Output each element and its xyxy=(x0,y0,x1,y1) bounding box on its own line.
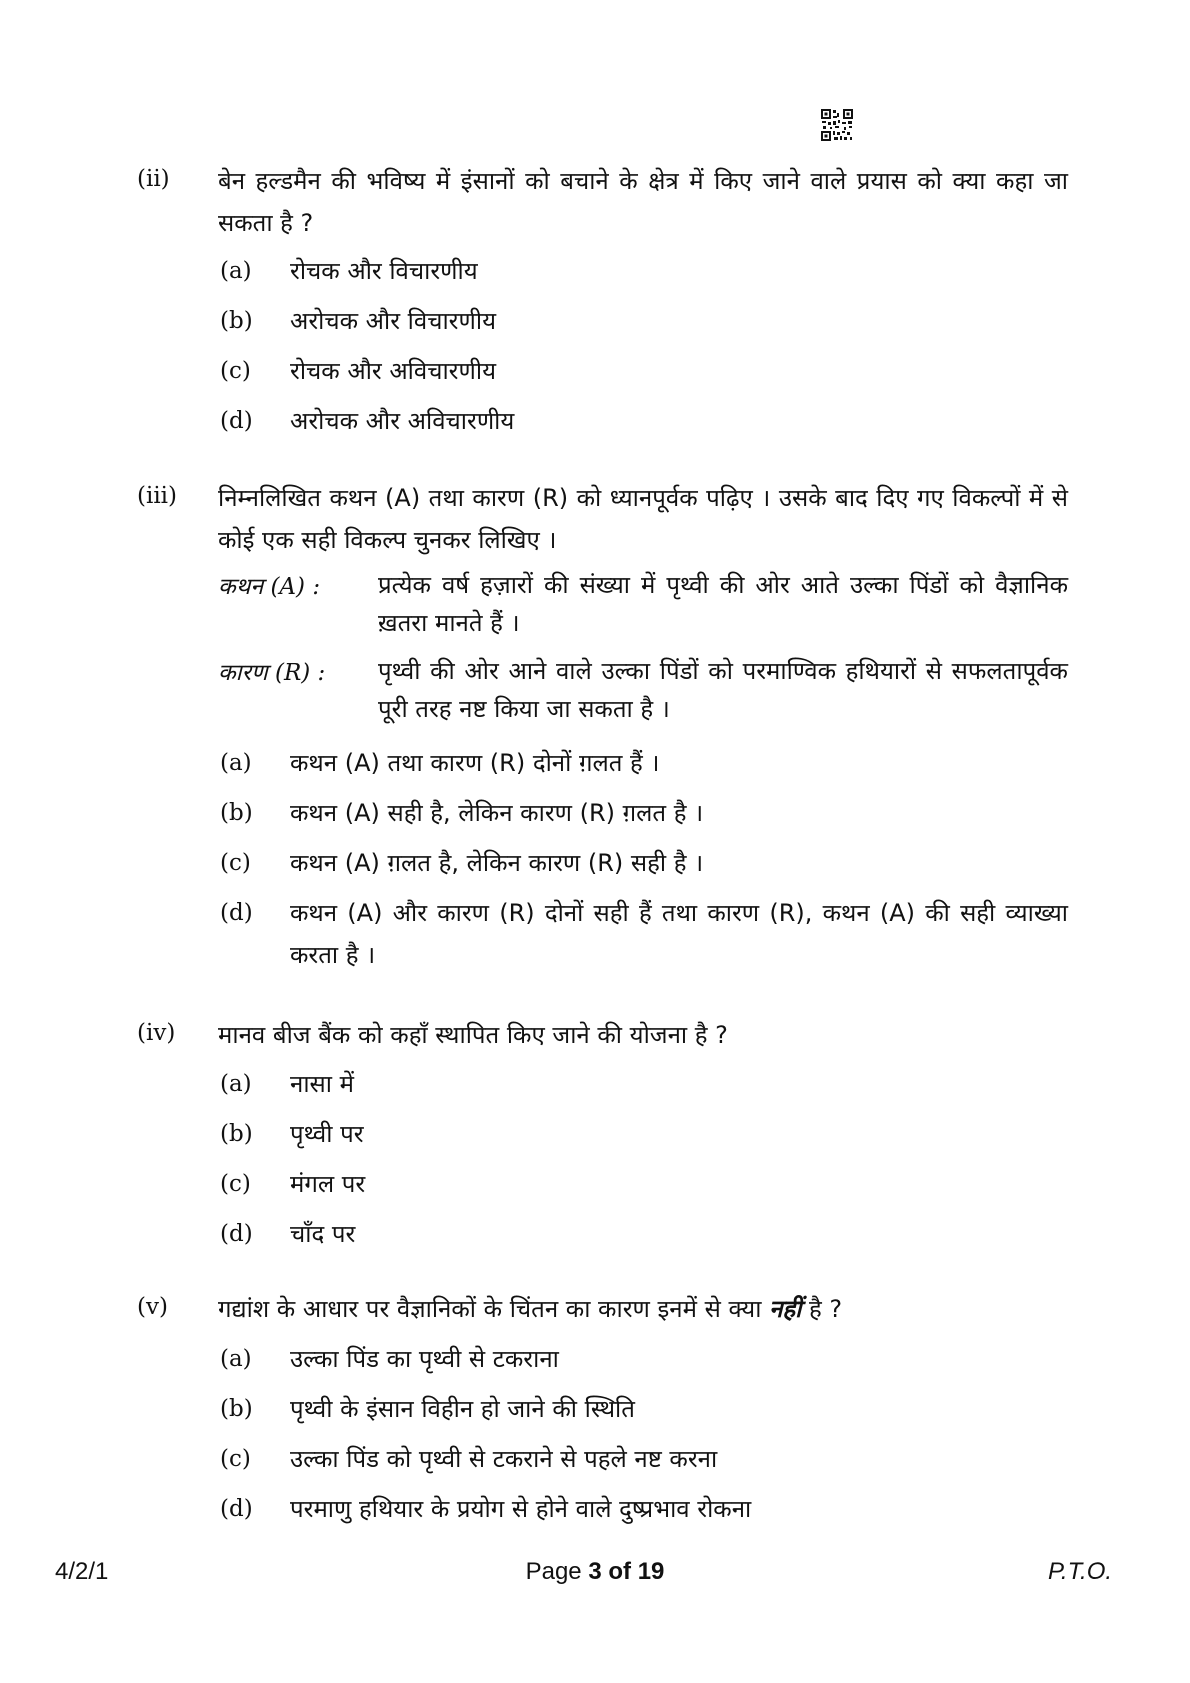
option-label: (a) xyxy=(220,1346,252,1372)
option-label: (b) xyxy=(220,800,253,826)
options-iii xyxy=(220,742,1070,984)
option-c[interactable] xyxy=(220,350,1070,400)
option-b[interactable] xyxy=(220,300,1070,350)
option-label: (a) xyxy=(220,1071,252,1097)
option-label: (c) xyxy=(220,358,251,384)
option-a[interactable] xyxy=(220,250,1070,300)
option-text: रोचक और अविचारणीय xyxy=(290,357,496,385)
option-text: कथन (A) तथा कारण (R) दोनों ग़लत हैं । xyxy=(290,749,660,777)
option-d[interactable] xyxy=(220,1213,1070,1263)
question-text: निम्नलिखित कथन (A) तथा कारण (R) को ध्यानपूर्वक पढ़िए । उसके बाद दिए गए विकल्पों में से कोई एक सही विकल्प चुनकर लिखिए । xyxy=(218,484,1068,554)
option-label: (c) xyxy=(220,850,251,876)
paper-code: 4/2/1 xyxy=(55,1558,109,1585)
option-label: (a) xyxy=(220,750,252,776)
options-iv xyxy=(220,1063,1070,1263)
question-number: (ii) xyxy=(137,166,170,192)
option-a[interactable] xyxy=(220,1338,1070,1388)
page-number: Page 3 of 19 xyxy=(525,1558,665,1585)
option-label: (d) xyxy=(220,900,253,926)
option-label: (b) xyxy=(220,308,253,334)
qr-code-icon xyxy=(820,108,854,142)
option-b[interactable] xyxy=(220,792,1070,842)
reason xyxy=(218,652,1068,728)
reason-text: पृथ्वी की ओर आने वाले उल्का पिंडों को परमाण्विक हथियारों से सफलतापूर्वक पूरी तरह नष्ट किया जा सकता है । xyxy=(378,657,1068,723)
option-d[interactable] xyxy=(220,892,1070,984)
option-c[interactable] xyxy=(220,1163,1070,1213)
pto-label: P.T.O. xyxy=(1048,1558,1113,1585)
option-label: (b) xyxy=(220,1396,253,1422)
option-label: (c) xyxy=(220,1171,251,1197)
option-text: कथन (A) ग़लत है, लेकिन कारण (R) सही है । xyxy=(290,849,704,877)
option-text: पृथ्वी के इंसान विहीन हो जाने की स्थिति xyxy=(290,1395,635,1423)
option-text: कथन (A) और कारण (R) दोनों सही हैं तथा कारण (R), कथन (A) की सही व्याख्या करता है । xyxy=(290,899,1068,969)
option-a[interactable] xyxy=(220,1063,1070,1113)
option-text: चाँद पर xyxy=(290,1220,356,1248)
option-text: पृथ्वी पर xyxy=(290,1120,364,1148)
option-text: मंगल पर xyxy=(290,1170,366,1198)
option-label: (c) xyxy=(220,1446,251,1472)
question-number: (iii) xyxy=(137,483,178,509)
option-label: (d) xyxy=(220,408,253,434)
option-a[interactable] xyxy=(220,742,1070,792)
question-text: गद्यांश के आधार पर वैज्ञानिकों के चिंतन का कारण इनमें से क्या नहीं है ? xyxy=(218,1295,843,1323)
option-text: कथन (A) सही है, लेकिन कारण (R) ग़लत है । xyxy=(290,799,704,827)
option-text: उल्का पिंड का पृथ्वी से टकराना xyxy=(290,1345,559,1373)
option-text: परमाणु हथियार के प्रयोग से होने वाले दुष्प्रभाव रोकना xyxy=(290,1495,752,1523)
option-label: (d) xyxy=(220,1221,253,1247)
question-text: मानव बीज बैंक को कहाँ स्थापित किए जाने की योजना है ? xyxy=(218,1021,728,1049)
page-footer xyxy=(0,1558,1190,1592)
assertion xyxy=(218,566,1068,642)
option-c[interactable] xyxy=(220,1438,1070,1488)
option-text: अरोचक और विचारणीय xyxy=(290,307,496,335)
option-text: रोचक और विचारणीय xyxy=(290,257,478,285)
reason-key: कारण (R) : xyxy=(218,660,326,686)
assertion-key: कथन (A) : xyxy=(218,574,321,600)
option-text: नासा में xyxy=(290,1070,354,1098)
option-text: अरोचक और अविचारणीय xyxy=(290,407,515,435)
option-b[interactable] xyxy=(220,1388,1070,1438)
assertion-text: प्रत्येक वर्ष हज़ारों की संख्या में पृथ्वी की ओर आते उल्का पिंडों को वैज्ञानिक ख़तरा मानते हैं । xyxy=(378,571,1068,637)
question-number: (v) xyxy=(137,1294,168,1320)
option-c[interactable] xyxy=(220,842,1070,892)
assertion-reason-block xyxy=(218,566,1068,728)
option-label: (d) xyxy=(220,1496,253,1522)
question-number: (iv) xyxy=(137,1020,176,1046)
options-ii xyxy=(220,250,1070,450)
question-text: बेन हल्डमैन की भविष्य में इंसानों को बचाने के क्षेत्र में किए जाने वाले प्रयास को क्या कहा जा सकता है ? xyxy=(218,167,1068,237)
emphasis-not: नहीं xyxy=(769,1295,802,1323)
options-v xyxy=(220,1338,1070,1538)
option-text: उल्का पिंड को पृथ्वी से टकराने से पहले नष्ट करना xyxy=(290,1445,718,1473)
option-b[interactable] xyxy=(220,1113,1070,1163)
option-d[interactable] xyxy=(220,1488,1070,1538)
option-label: (b) xyxy=(220,1121,253,1147)
option-d[interactable] xyxy=(220,400,1070,450)
option-label: (a) xyxy=(220,258,252,284)
